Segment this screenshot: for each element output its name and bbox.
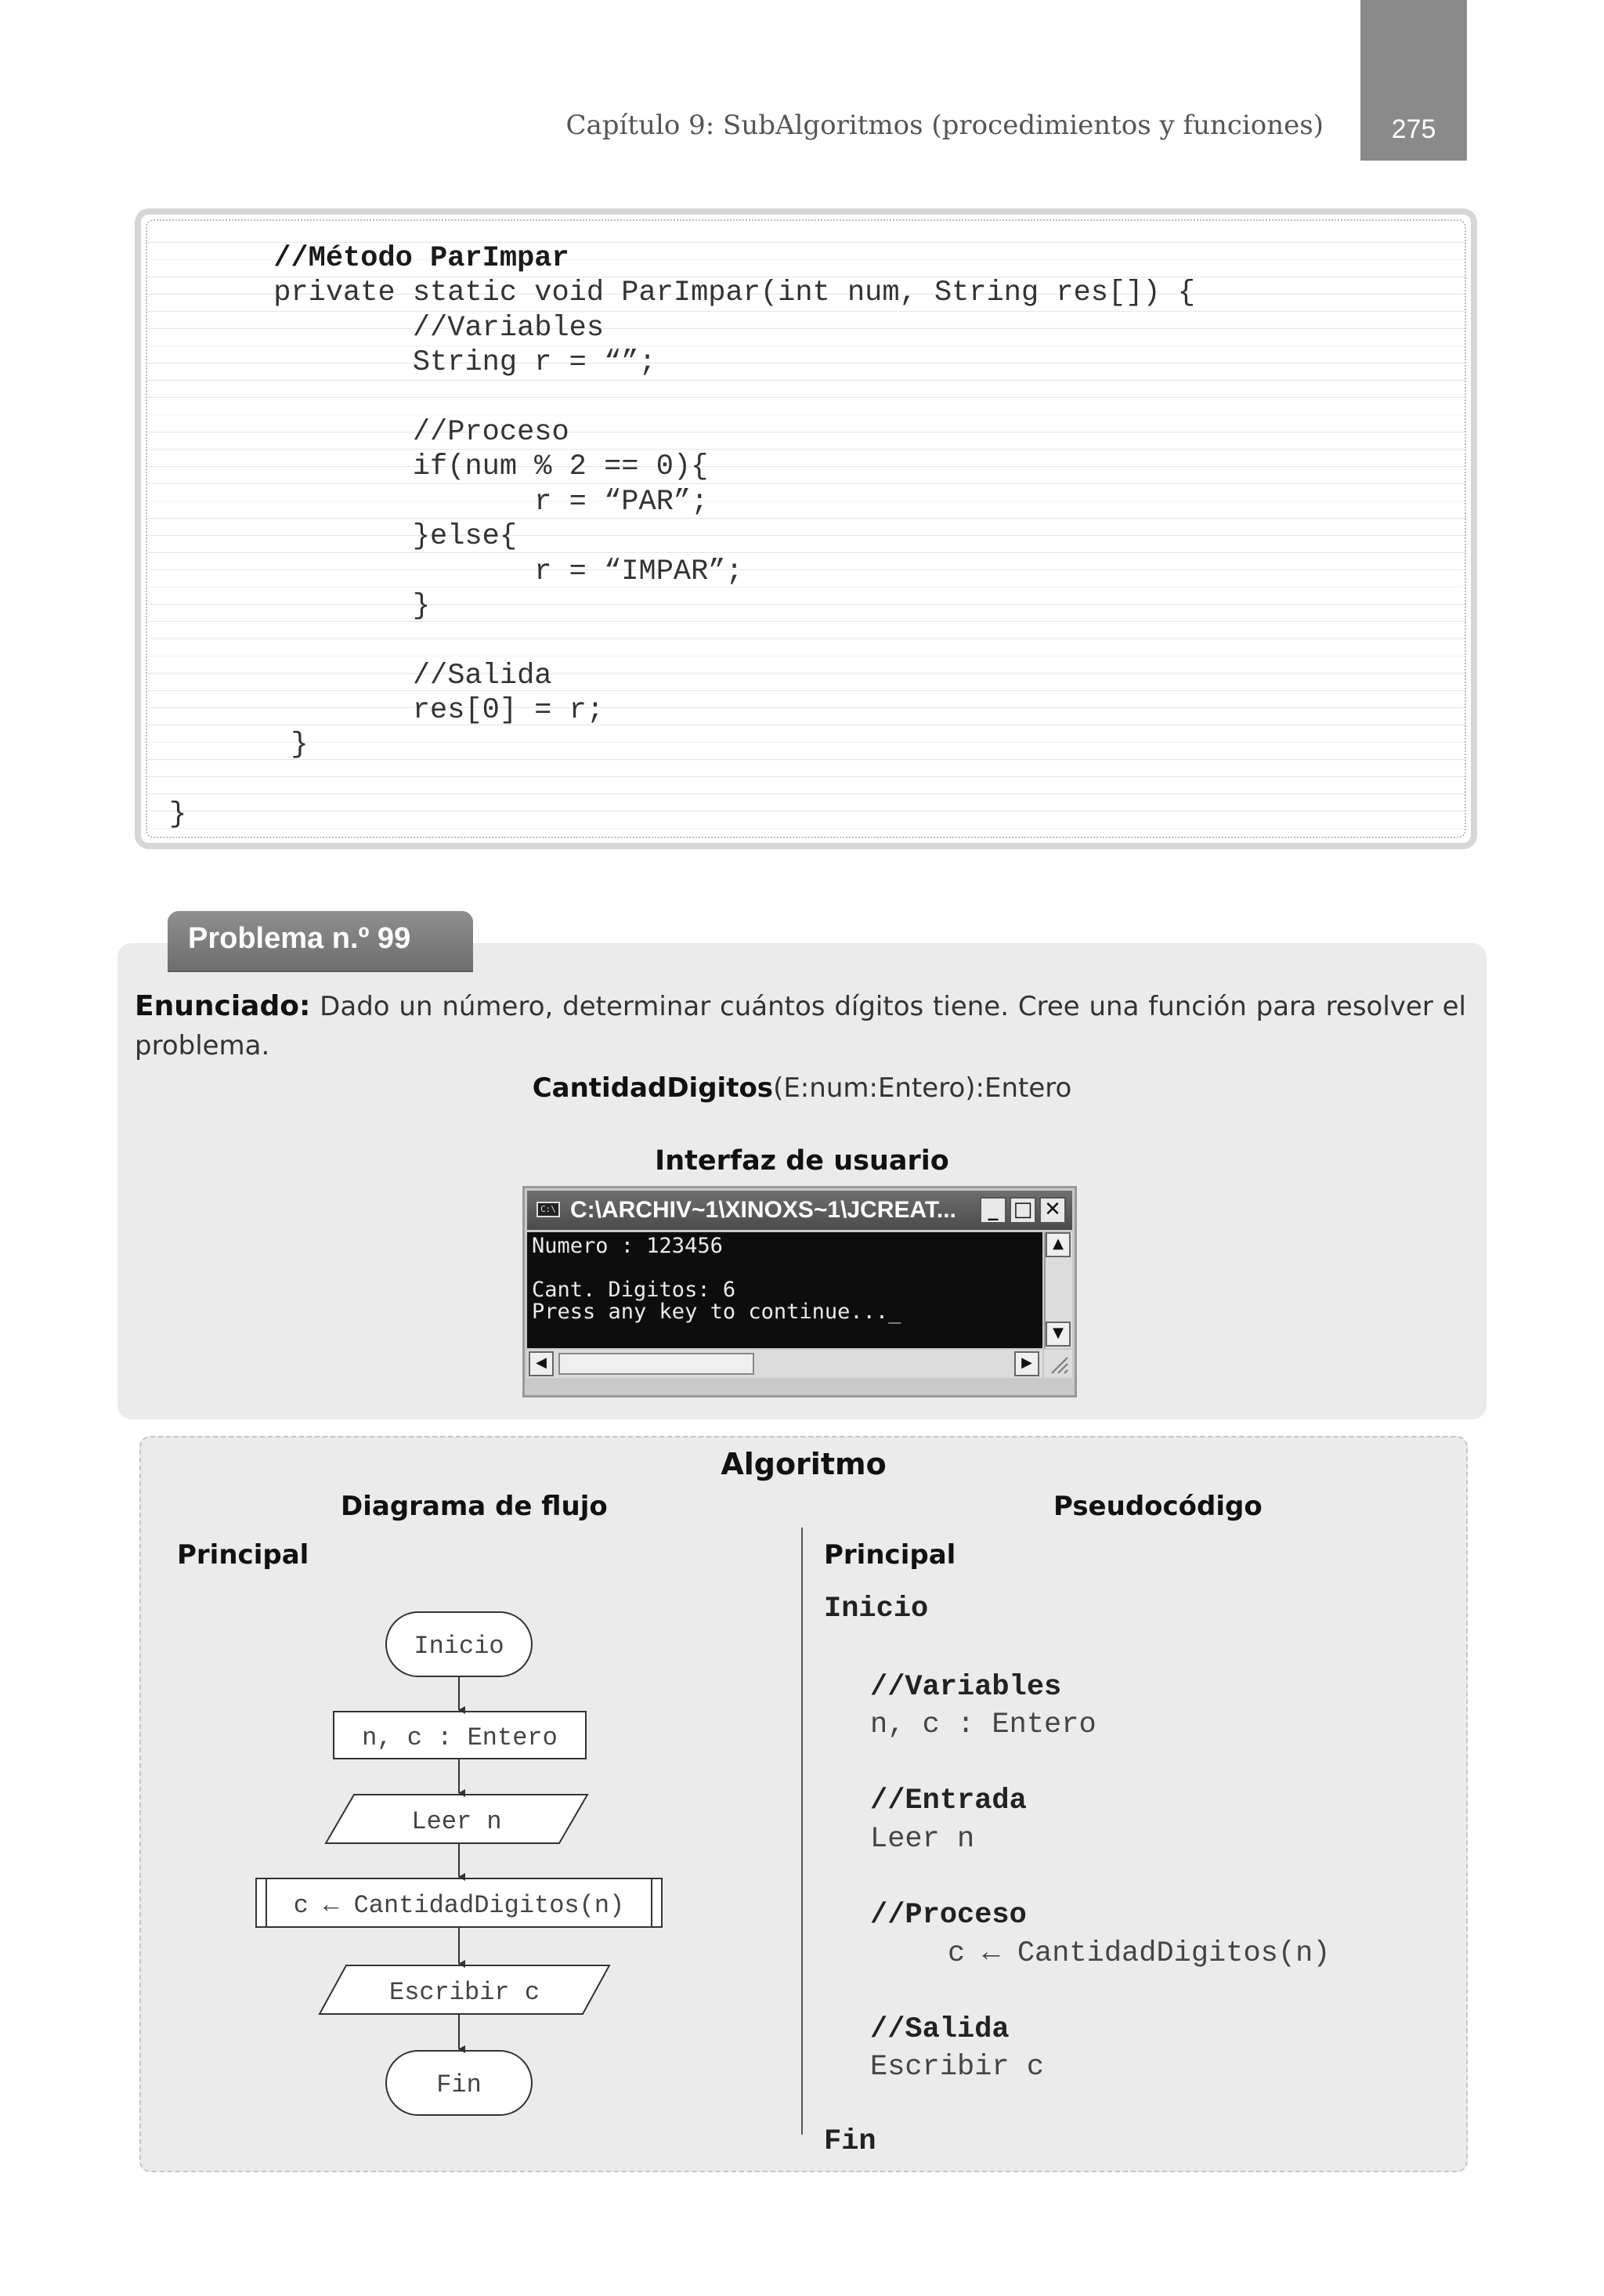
- algorithm-title: Algoritmo: [721, 1447, 887, 1481]
- pseudo-variables-comment: //Variables: [870, 1671, 1062, 1704]
- console-window: [522, 1186, 1077, 1397]
- pseudo-proceso: c ← CantidadDigitos(n): [948, 1937, 1331, 1970]
- code-line: [169, 381, 1195, 415]
- console-line: [532, 1257, 1038, 1279]
- resize-grip-icon[interactable]: [1044, 1350, 1072, 1378]
- pseudo-fin: Fin: [824, 2125, 876, 2158]
- maximize-button[interactable]: □: [1010, 1197, 1036, 1224]
- code-line: if(num % 2 == 0){: [169, 450, 709, 484]
- console-output: [527, 1232, 1042, 1348]
- vertical-scrollbar[interactable]: [1044, 1232, 1072, 1348]
- flowchart: [141, 1437, 799, 2158]
- console-title: C:\ARCHIV~1\XINOXS~1\JCREAT...: [570, 1197, 956, 1223]
- pseudo-variables: n, c : Entero: [870, 1708, 1096, 1741]
- horizontal-scrollbar[interactable]: [527, 1350, 1042, 1378]
- flow-call-label: c ← CantidadDigitos(n): [293, 1891, 625, 1920]
- page-number: 275: [1391, 114, 1436, 144]
- algorithm-panel: [139, 1436, 1468, 2172]
- code-line: }: [169, 729, 309, 762]
- code-line: //Proceso: [169, 415, 569, 449]
- flow-output-label: Escribir c: [388, 1978, 540, 2007]
- flow-end-label: Fin: [436, 2070, 482, 2099]
- code-line: private static void ParImpar(int num, String res[]) {: [169, 277, 1196, 310]
- minimize-button[interactable]: _: [980, 1197, 1006, 1224]
- code-line: //Variables: [169, 311, 605, 345]
- flow-input-label: Leer n: [411, 1807, 502, 1836]
- code-lined-area: [146, 219, 1466, 838]
- console-app-icon: C:\: [536, 1202, 560, 1217]
- pseudo-inicio: Inicio: [824, 1593, 929, 1625]
- code-line: }: [169, 798, 187, 832]
- enunciado-label: Enunciado:: [135, 990, 311, 1022]
- code-listing: [135, 208, 1477, 849]
- code-line: [169, 624, 1195, 658]
- pseudo-entrada: Leer n: [870, 1823, 975, 1856]
- pseudo-salida: Escribir c: [870, 2051, 1045, 2084]
- scroll-down-icon[interactable]: ▼: [1046, 1322, 1071, 1347]
- close-button[interactable]: ✕: [1039, 1197, 1066, 1224]
- console-line: Cant. Digitos: 6: [532, 1278, 736, 1302]
- code-line: res[0] = r;: [169, 694, 605, 728]
- pseudocode-principal: Principal: [824, 1539, 956, 1571]
- flow-start-label: Inicio: [414, 1632, 504, 1661]
- pseudocode-title: Pseudocódigo: [1053, 1491, 1263, 1522]
- flowchart-principal: Principal: [177, 1539, 309, 1571]
- chapter-title: Capítulo 9: SubAlgoritmos (procedimientos y funciones): [565, 110, 1324, 141]
- scroll-up-icon[interactable]: ▲: [1046, 1232, 1071, 1257]
- problem-panel: [117, 943, 1487, 1419]
- problem-number: Problema n.º 99: [188, 922, 411, 955]
- problem-statement: [135, 987, 1466, 1065]
- column-divider: [801, 1528, 803, 2135]
- enunciado-text: Dado un número, determinar cuántos dígitos tiene. Cree una función para resolver el problema.: [135, 991, 1466, 1061]
- code-line: r = “IMPAR”;: [169, 555, 743, 588]
- function-params: (E:num:Entero):Entero: [773, 1072, 1072, 1104]
- pseudo-salida-comment: //Salida: [870, 2013, 1010, 2046]
- code-line: }else{: [169, 520, 518, 554]
- code-line: //Método ParImpar: [169, 242, 569, 275]
- scroll-right-icon[interactable]: ▶: [1014, 1351, 1039, 1376]
- code-line: String r = “”;: [169, 346, 656, 380]
- code-lines: [169, 241, 1195, 833]
- code-line: [169, 763, 1195, 797]
- interface-title: Interfaz de usuario: [655, 1145, 949, 1177]
- console-line: Numero : 123456: [532, 1234, 723, 1258]
- console-titlebar[interactable]: [527, 1191, 1072, 1230]
- code-line: //Salida: [169, 659, 552, 692]
- code-line: r = “PAR”;: [169, 485, 709, 519]
- code-line: }: [169, 589, 431, 623]
- function-signature: [117, 1072, 1487, 1104]
- function-name: CantidadDigitos: [532, 1072, 774, 1104]
- flowchart-title: Diagrama de flujo: [341, 1491, 608, 1522]
- page-number-tab: [1360, 0, 1467, 161]
- problem-badge: [168, 911, 473, 971]
- horizontal-scroll-thumb[interactable]: [558, 1353, 754, 1375]
- scroll-left-icon[interactable]: ◀: [529, 1351, 554, 1376]
- console-line: Press any key to continue..._: [532, 1300, 901, 1324]
- pseudo-proceso-comment: //Proceso: [870, 1899, 1027, 1932]
- pseudo-entrada-comment: //Entrada: [870, 1784, 1027, 1817]
- flow-declaration-label: n, c : Entero: [362, 1723, 558, 1752]
